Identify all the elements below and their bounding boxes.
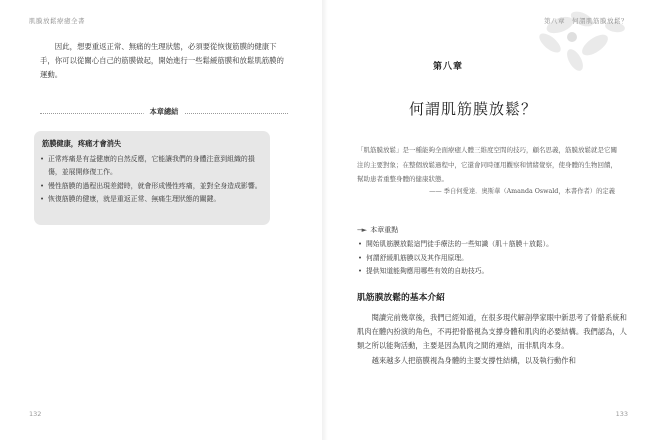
- right-page-number: 133: [615, 410, 628, 418]
- key-points-list: [357, 238, 627, 279]
- summary-list: [40, 153, 262, 206]
- chapter-title: 何謂肌筋膜放鬆？: [408, 100, 537, 118]
- summary-title: 本章總結: [144, 107, 185, 117]
- left-page-number: 132: [29, 410, 42, 418]
- summary-box: [34, 131, 270, 225]
- section-title: 肌筋膜放鬆的基本介紹: [357, 293, 445, 303]
- chapter-number: 第八章: [433, 62, 464, 72]
- body-paragraph: 閱讀完前幾章後，我們已經知道，在很多現代解剖學家眼中新思考了骨骼系統和肌肉在體內扮演的角色，不再把骨骼視為支撐身體和肌肉的必要結構。我們認為，人類之所以能夠活動，主要是因為肌肉之間的連結，而非肌肉本身。: [357, 313, 627, 351]
- left-page-body: [40, 40, 288, 82]
- summary-item: • 正常疼痛是有益健康的自然反應，它能讓我們的身體注意到組織的損傷，並展開修復工作。: [40, 153, 262, 180]
- key-points-label: 本章重點: [370, 226, 399, 234]
- epigraph-quote: 「肌筋膜放鬆」是一種能夠全面療癒人體三維度空間的技巧，顧名思義，筋膜放鬆就是它關注的主要對象；在整個放鬆過程中，它還會同時運用觀察和情緒覺察，使身體的生物回饋，幫助患者重整身體的健康狀態。: [357, 146, 617, 183]
- summary-item: • 恢復筋膜的健康，就是重返正常、無痛生理狀態的關鍵。: [40, 193, 262, 206]
- arrow-icon: ---►: [357, 226, 366, 234]
- key-point-item: • 開始肌筋膜放鬆這門徒手療法的一些知識（肌＋筋膜＋放鬆）。: [357, 238, 627, 252]
- intro-paragraph: 因此，想要重返正常、無痛的生理狀態，必須要從恢復筋膜的健康下手，你可以從關心自己的筋膜做起，開始進行一些鬆緩筋膜和放鬆肌筋膜的運動。: [40, 42, 284, 79]
- key-point-item: • 提供知道能夠應用哪些有效的自助技巧。: [357, 265, 627, 279]
- summary-item: • 慢性筋膜的過程出現差錯時，就會形成慢性疼痛，並對全身造成影響。: [40, 180, 262, 193]
- chapter-summary-heading: [40, 106, 288, 120]
- key-point-item: • 何謂舒緩肌筋膜以及其作用原理。: [357, 252, 627, 266]
- right-page-body: [357, 311, 627, 368]
- key-points-heading: [357, 225, 398, 235]
- epigraph-attribution: —— 季自何愛達．奧斯華（Amanda Oswald，本書作者）的定義: [429, 188, 615, 195]
- gutter-shadow: [322, 0, 328, 440]
- summary-box-title: 筋膜健康，疼痛才會消失: [42, 139, 122, 148]
- body-paragraph: 越來越多人把筋膜視為身體的主要支撐性結構，以及執行動作和: [371, 355, 576, 365]
- left-running-head: 肌膜放鬆療癒全書: [29, 17, 85, 25]
- right-running-head: 第八章 何謂肌筋膜放鬆？: [544, 17, 628, 25]
